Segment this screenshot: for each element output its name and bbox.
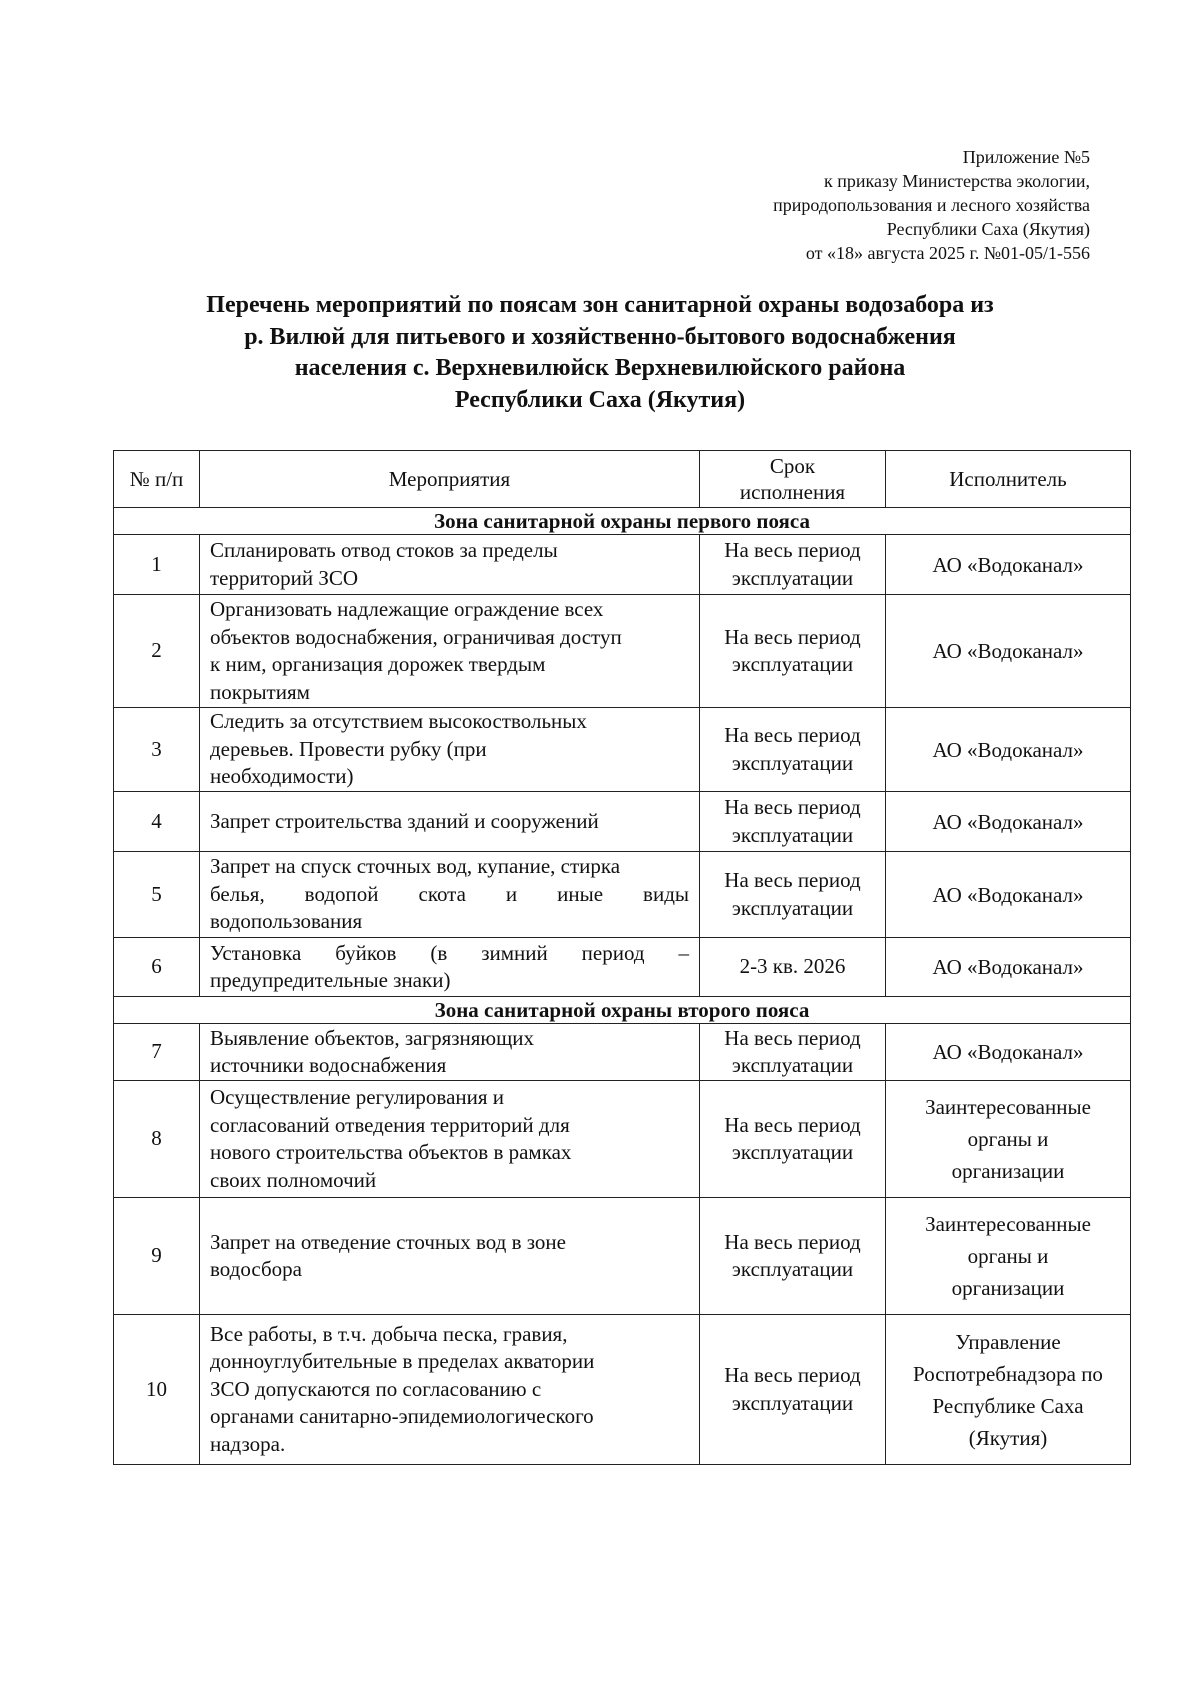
measure-line: донноуглубительные в пределах акватории [210,1349,595,1374]
row-deadline [700,1024,886,1081]
row-measure [200,1081,700,1198]
measure-line: предупредительные знаки) [210,968,451,992]
table-header-row [114,451,1131,508]
deadline-line: 2-3 кв. 2026 [739,954,846,979]
measure-line: Организовать надлежащие ограждение всех [210,597,604,621]
measure-line: объектов водоснабжения, ограничивая доступ [210,624,622,649]
row-deadline [700,852,886,938]
executor-line: АО «Водоканал» [932,1040,1084,1064]
row-num: 7 [114,1024,200,1081]
deadline-line: На весь период [724,538,861,562]
deadline-line: эксплуатации [731,652,854,676]
header-deadline-line: исполнения [739,480,846,504]
measure-line: нового строительства объектов в рамках [210,1140,572,1164]
row-num: 4 [114,792,200,852]
table-row [114,1024,1131,1081]
row-measure [200,792,700,852]
row-deadline [700,1081,886,1198]
measure-line: Спланировать отвод стоков за пределы [210,538,558,562]
deadline-line: эксплуатации [731,895,854,920]
executor-line: Заинтересованные [925,1095,1091,1119]
title-line: Республики Саха (Якутия) [454,386,746,413]
executor-line: Республике Саха [932,1393,1084,1418]
table-row [114,792,1131,852]
table-row [114,708,1131,792]
table-row [114,1081,1131,1198]
measure-line: Запрет на отведение сточных вод в зоне [210,1229,566,1254]
executor-line: органы и [967,1244,1049,1268]
row-measure [200,708,700,792]
document-title [0,290,1200,416]
row-num: 9 [114,1198,200,1315]
executor-line: АО «Водоканал» [932,809,1084,834]
deadline-line: На весь период [724,723,861,747]
row-num: 10 [114,1315,200,1465]
table-row [114,1198,1131,1315]
row-executor [886,792,1131,852]
header-measures: Мероприятия [200,451,700,508]
table-row [114,1315,1131,1465]
measures-table [113,450,1131,1465]
row-num: 5 [114,852,200,938]
deadline-line: На весь период [724,868,861,892]
measure-line: белья, водопой скота и иные виды [210,881,689,906]
row-measure [200,852,700,938]
title-line: р. Вилюй для питьевого и хозяйственно-бытового водоснабжения [244,323,956,350]
zone-header-row [114,508,1131,535]
deadline-line: эксплуатации [731,822,854,847]
measure-line: Все работы, в т.ч. добыча песка, гравия, [210,1321,568,1346]
row-executor [886,535,1131,595]
table-row [114,595,1131,708]
measure-line: Выявление объектов, загрязняющих [210,1025,535,1050]
executor-line: организации [951,1276,1065,1300]
measure-line: своих полномочий [210,1167,377,1192]
row-deadline [700,792,886,852]
row-deadline [700,1198,886,1315]
executor-line: (Якутия) [968,1425,1048,1450]
measure-line: Запрет на спуск сточных вод, купание, стирка [210,854,621,879]
appendix-line: от «18» августа 2025 г. №01-05/1-556 [805,243,1090,263]
row-executor [886,1198,1131,1315]
title-line: Перечень мероприятий по поясам зон санитарной охраны водозабора из [206,292,994,318]
row-measure [200,595,700,708]
measure-line: деревьев. Провести рубку (при [210,736,487,761]
row-measure [200,938,700,997]
deadline-line: На весь период [724,795,861,819]
deadline-line: эксплуатации [731,1140,854,1164]
row-num: 1 [114,535,200,595]
measure-line: территорий ЗСО [210,565,359,590]
executor-line: АО «Водоканал» [932,882,1084,907]
zone-title: Зона санитарной охраны первого пояса [114,508,1131,535]
measure-line: необходимости) [210,764,354,789]
row-executor [886,1315,1131,1465]
row-executor [886,1081,1131,1198]
row-measure [200,535,700,595]
measure-line: водосбора [210,1257,302,1281]
row-measure [200,1024,700,1081]
header-deadline [700,451,886,508]
title-line: населения с. Верхневилюйск Верхневилюйского района [294,355,906,381]
row-measure [200,1315,700,1465]
row-executor [886,708,1131,792]
row-deadline [700,595,886,708]
row-executor [886,1024,1131,1081]
row-deadline [700,708,886,792]
executor-line: АО «Водоканал» [932,737,1084,762]
row-measure [200,1198,700,1315]
executor-line: АО «Водоканал» [932,955,1084,979]
row-executor [886,595,1131,708]
row-num: 8 [114,1081,200,1198]
deadline-line: На весь период [724,1229,861,1254]
deadline-line: На весь период [724,1025,861,1050]
row-deadline [700,535,886,595]
executor-line: АО «Водоканал» [932,639,1084,663]
deadline-line: На весь период [724,1363,861,1387]
deadline-line: эксплуатации [731,1390,854,1415]
header-deadline-line: Срок [769,454,816,478]
table-row [114,535,1131,595]
table-row [114,938,1131,997]
executor-line: Роспотребнадзора по [913,1361,1103,1386]
appendix-line: к приказу Министерства экологии, [823,171,1090,191]
deadline-line: На весь период [724,1112,861,1137]
executor-line: органы и [967,1127,1049,1151]
executor-line: Управление [955,1329,1061,1354]
measure-line: ЗСО допускаются по согласованию с [210,1376,542,1401]
row-num: 2 [114,595,200,708]
header-num: № п/п [114,451,200,508]
measure-line: Осуществление регулирования и [210,1085,505,1109]
measure-line: Установка буйков (в зимний период – [210,940,689,965]
measure-line: Следить за отсутствием высокоствольных [210,709,587,734]
appendix-reference [773,145,1090,265]
deadline-line: На весь период [724,624,861,649]
measure-line: надзора. [210,1431,286,1456]
table-row [114,852,1131,938]
measure-line: покрытиям [210,679,310,704]
deadline-line: эксплуатации [731,1257,854,1281]
row-num: 3 [114,708,200,792]
deadline-line: эксплуатации [731,750,854,775]
row-deadline [700,1315,886,1465]
row-num: 6 [114,938,200,997]
appendix-line: природопользования и лесного хозяйства [773,195,1090,215]
appendix-line: Приложение №5 [962,147,1090,167]
measure-line: Запрет строительства зданий и сооружений [210,808,599,833]
measure-line: источники водоснабжения [210,1053,447,1077]
zone-header-row [114,997,1131,1024]
zone-title: Зона санитарной охраны второго пояса [114,997,1131,1024]
deadline-line: эксплуатации [731,565,854,590]
header-executor: Исполнитель [886,451,1131,508]
measure-line: к ним, организация дорожек твердым [210,652,546,676]
row-executor [886,938,1131,997]
executor-line: АО «Водоканал» [932,552,1084,577]
executor-line: Заинтересованные [925,1212,1091,1236]
row-executor [886,852,1131,938]
appendix-line: Республики Саха (Якутия) [886,219,1090,239]
deadline-line: эксплуатации [731,1053,854,1077]
measure-line: органами санитарно-эпидемиологического [210,1404,594,1429]
row-deadline [700,938,886,997]
executor-line: организации [951,1159,1065,1183]
measure-line: согласований отведения территорий для [210,1112,570,1137]
measure-line: водопользования [210,909,363,934]
